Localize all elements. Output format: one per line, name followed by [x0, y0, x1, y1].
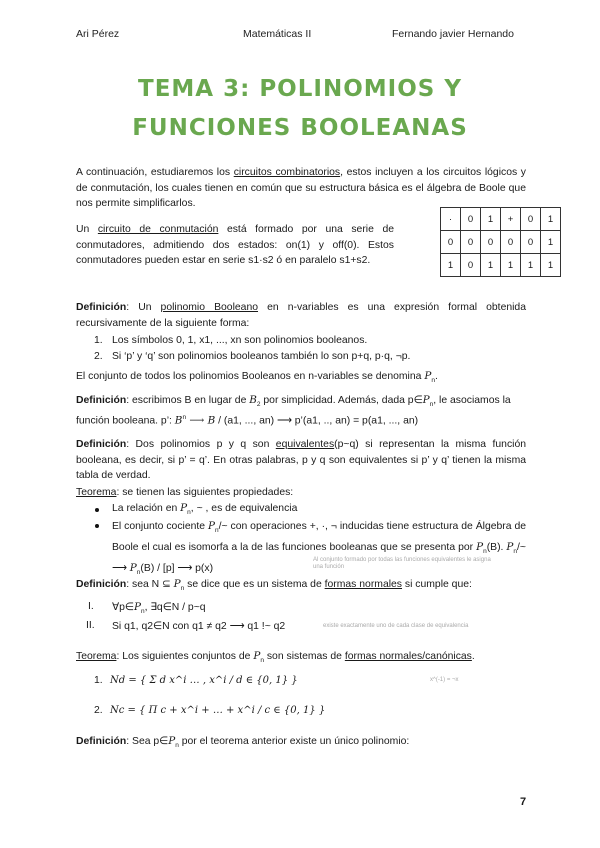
conjunctive-normal-form-formula: Nc = { Π c + x^i + … + x^i / c ∈ {0, 1} } [110, 705, 326, 716]
table-cell: 0 [461, 208, 481, 231]
equivalentes-term: equivalentes [275, 439, 335, 450]
theorem-normal-forms: Teorema: Los siguientes conjuntos de $P_n$ son sistemas de formas normales/canónicas. [76, 650, 475, 665]
table-cell: 0 [521, 231, 541, 254]
list-item: Si ‘p’ y ‘q’ son polinomios booleanos también lo son p+q, p·q, ¬p. [112, 351, 411, 362]
condition-exists: $\forall p\in P_n$, ∃q∈N / p~q [112, 601, 206, 616]
table-cell: 1 [541, 208, 561, 231]
page-title-line2: FUNCIONES BOOLEANAS [132, 115, 468, 141]
table-cell: 1 [521, 254, 541, 277]
table-cell: 0 [501, 231, 521, 254]
header-professor: Fernando javier Hernando [392, 28, 514, 40]
circuitos-combinatorios-term: circuitos combinatorios [233, 167, 341, 178]
table-cell: 1 [441, 254, 461, 277]
polinomio-booleano-term: polinomio Booleano [160, 302, 259, 313]
condition-unique: Si q1, q2∈N con q1 ≠ q2 ⟶ q1 !~ q2 [112, 621, 286, 632]
formas-normales-term: formas normales [324, 579, 403, 590]
table-cell: + [501, 208, 521, 231]
boolean-function-formula: función booleana. p’: $B^n$ ⟶ B / (a1, ..., an) ⟶ p’(a1, .., an) = p(a1, ..., an) [76, 414, 419, 427]
margin-note: existe exactamente uno de cada clase de equivalencia [323, 623, 469, 629]
intro-paragraph: A continuación, estudiaremos los circuitos combinatorios, estos incluyen a los circuitos lógicos y de conmutación, los cuales tienen en común que su estructura básica es el álgebra de Boole que nos permite simplificarlos. [76, 167, 526, 209]
disjunctive-normal-form-formula: Nd = { Σ d x^i … , x^i / d ∈ {0, 1} } [110, 675, 298, 686]
table-cell: 0 [481, 231, 501, 254]
table-cell: 0 [461, 254, 481, 277]
list-item: Los símbolos 0, 1, x1, ..., xn son polinomios booleanos. [112, 335, 368, 346]
bullet-quotient-set: El conjunto cociente $P_n/\sim$ con operaciones +, ·, ¬ inducidas tiene estructura de Álgebra de Boole el cual es isomorfa a la de las funciones booleanas que se presenta por $P_n(B)$. $P_n/\sim$ ⟶ $P_n(B) / [p]$ ⟶ p(x) [112, 520, 527, 577]
theorem-properties: Teorema: se tienen las siguientes propiedades: [76, 487, 294, 498]
bullet-equivalence: La relación en $P_n$, ~ , es de equivalencia [112, 502, 298, 517]
table-cell: 1 [481, 208, 501, 231]
list-number: 2. [94, 705, 103, 716]
and-truth-table [440, 207, 501, 277]
header-author: Ari Pérez [76, 28, 120, 40]
page-number: 7 [520, 796, 527, 808]
polynomial-set-sentence: El conjunto de todos los polinomios Booleanos en n-variables se denomina $P_n$. [76, 370, 438, 385]
or-truth-table [500, 207, 561, 277]
margin-note: x^(-1) = ¬x [430, 677, 459, 683]
definition-polynomial: Definición: Un polinomio Booleano en n-variables es una expresión formal obtenida recursivamente de la siguiente forma: [76, 302, 526, 329]
definition-unique-polynomial: Definición: Sea $p\in P_n$ por el teorema anterior existe un único polinomio: [76, 735, 410, 750]
circuito-conmutacion-term: circuito de conmutación [97, 224, 219, 235]
table-cell: 0 [441, 231, 461, 254]
header-subject: Matemáticas II [243, 28, 312, 40]
definition-equivalence: Definición: Dos polinomios p y q son equivalentes(p~q) si representan la misma función booleana, es decir, si p’ = q’. En otras palabras, p y q son equivalentes si p’ y q’ tienen la misma tabla de verdad. [76, 439, 527, 481]
table-cell: 1 [541, 231, 561, 254]
switching-circuit-paragraph: Un circuito de conmutación está formado por una serie de conmutadores, admitiendo dos estados: on(1) y off(0). Estos conmutadores pueden estar en serie s1·s2 ó en paralelo s1+s2. [76, 224, 394, 266]
list-number: 1. [94, 675, 103, 686]
table-cell: 0 [461, 231, 481, 254]
definition-boolean-function: Definición: escribimos B en lugar de $B_2$ por simplicidad. Además, dada $p\in P_n$, le asociamos la [76, 394, 511, 409]
list-number: 1. [94, 335, 103, 346]
table-cell: 0 [521, 208, 541, 231]
definition-normal-forms: Definición: sea N ⊆ $P_n$ se dice que es un sistema de formas normales si cumple que: [76, 578, 472, 593]
table-cell: 1 [541, 254, 561, 277]
bullet-icon [95, 508, 99, 512]
table-cell: 1 [481, 254, 501, 277]
roman-numeral: I. [88, 601, 94, 612]
formas-canonicas-term: formas normales/canónicas [344, 651, 472, 662]
page-title-line1: TEMA 3: POLINOMIOS Y [138, 76, 462, 102]
table-cell: · [441, 208, 461, 231]
table-cell: 1 [501, 254, 521, 277]
margin-note: Al conjunto formado por todas las funciones equivalentes le asigna una función [313, 557, 491, 570]
bullet-icon [95, 524, 99, 528]
roman-numeral: II. [86, 620, 95, 631]
list-number: 2. [94, 351, 103, 362]
